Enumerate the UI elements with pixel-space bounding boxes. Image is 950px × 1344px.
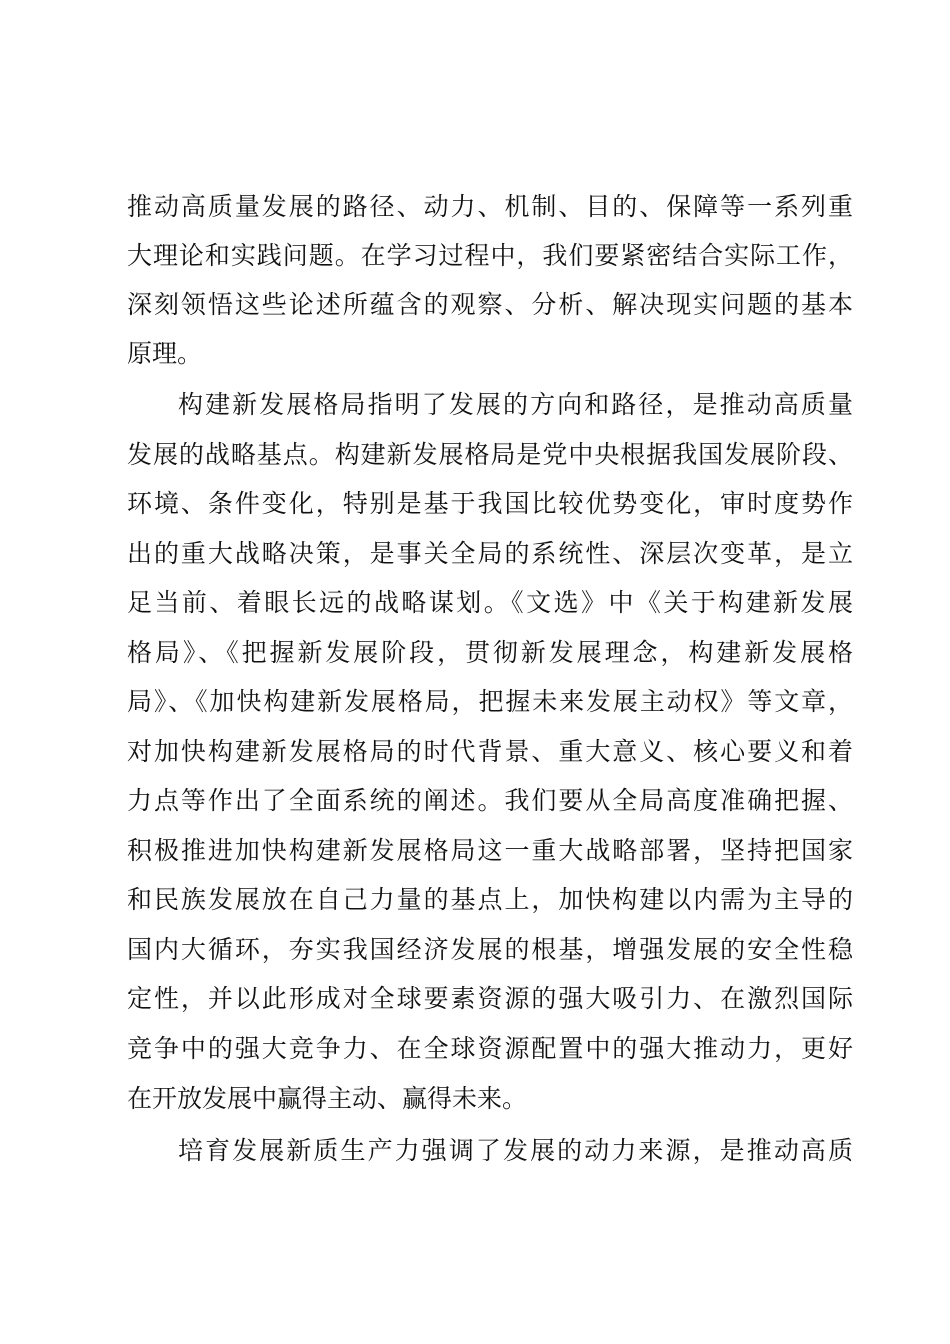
text-line: 环境、条件变化，特别是基于我国比较优势变化，审时度势作 [127, 489, 853, 518]
text-line: 出的重大战略决策，是事关全局的系统性、深层次变革，是立 [127, 539, 853, 568]
text-line: 力点等作出了全面系统的阐述。我们要从全局高度准确把握、 [127, 786, 853, 815]
text-line: 对加快构建新发展格局的时代背景、重大意义、核心要义和着 [127, 737, 853, 766]
text-line: 竞争中的强大竞争力、在全球资源配置中的强大推动力，更好 [127, 1034, 853, 1063]
text-line: 足当前、着眼长远的战略谋划。《文选》中《关于构建新发展 [127, 588, 853, 617]
text-line: 在开放发展中赢得主动、赢得未来。 [127, 1084, 528, 1113]
text-line: 和民族发展放在自己力量的基点上，加快构建以内需为主导的 [127, 885, 853, 914]
paragraph-first-line: 构建新发展格局指明了发展的方向和路径，是推动高质量 [178, 390, 853, 419]
text-line: 大理论和实践问题。在学习过程中，我们要紧密结合实际工作， [127, 241, 853, 270]
text-line: 格局》、《把握新发展阶段，贯彻新发展理念，构建新发展格 [127, 638, 853, 667]
paragraph-first-line: 培育发展新质生产力强调了发展的动力来源，是推动高质 [178, 1136, 853, 1165]
text-line: 积极推进加快构建新发展格局这一重大战略部署，坚持把国家 [127, 836, 853, 865]
text-line: 国内大循环，夯实我国经济发展的根基，增强发展的安全性稳 [127, 935, 853, 964]
text-line: 局》、《加快构建新发展格局，把握未来发展主动权》等文章， [127, 687, 853, 716]
text-line: 推动高质量发展的路径、动力、机制、目的、保障等一系列重 [127, 192, 853, 221]
text-line: 原理。 [127, 339, 203, 368]
text-line: 定性，并以此形成对全球要素资源的强大吸引力、在激烈国际 [127, 984, 853, 1013]
text-line: 发展的战略基点。构建新发展格局是党中央根据我国发展阶段、 [127, 440, 853, 469]
text-line: 深刻领悟这些论述所蕴含的观察、分析、解决现实问题的基本 [127, 290, 853, 319]
